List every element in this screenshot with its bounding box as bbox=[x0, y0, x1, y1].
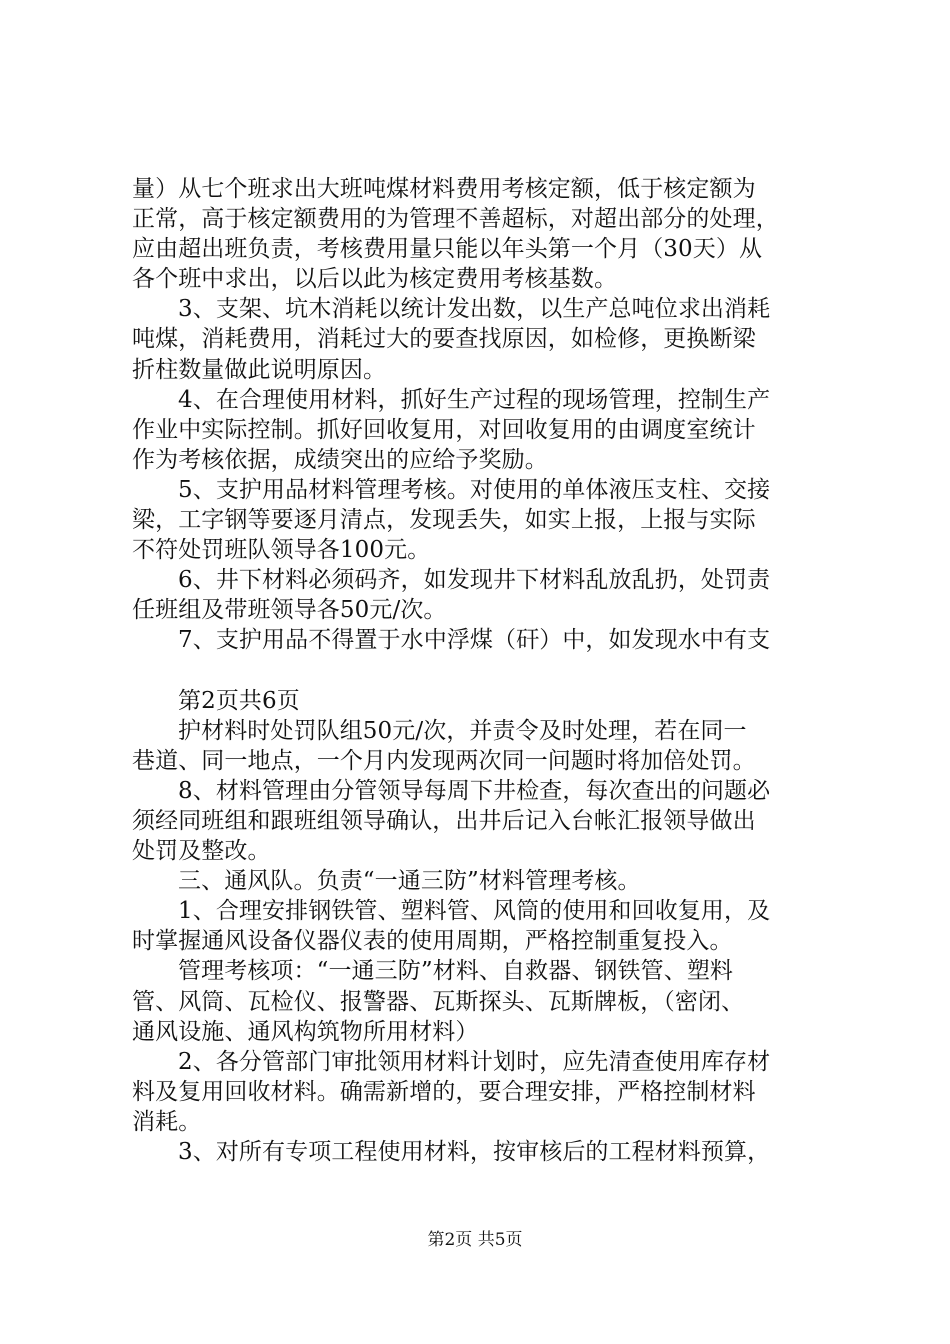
text-line: 3、支架、坑木消耗以统计发出数，以生产总吨位求出消耗 bbox=[178, 296, 771, 323]
text-line: 5、支护用品材料管理考核。对使用的单体液压支柱、交接 bbox=[178, 476, 771, 503]
text-line: 管、风筒、瓦检仪、报警器、瓦斯探头、瓦斯牌板，（密闭、 bbox=[132, 988, 745, 1015]
text-line: 4、在合理使用材料，抓好生产过程的现场管理，控制生产 bbox=[178, 386, 771, 413]
text-line: 消耗。 bbox=[132, 1108, 202, 1135]
text-line: 1、合理安排钢铁管、塑料管、风筒的使用和回收复用，及 bbox=[178, 898, 771, 925]
text-line: 任班组及带班领导各50元/次。 bbox=[132, 597, 447, 624]
text-line: 吨煤，消耗费用，消耗过大的要查找原因，如检修，更换断梁 bbox=[132, 326, 756, 353]
text-line: 量）从七个班求出大班吨煤材料费用考核定额，低于核定额为 bbox=[132, 176, 756, 202]
text-line: 作业中实际控制。抓好回收复用，对回收复用的由调度室统计 bbox=[132, 416, 756, 443]
text-line: 3、对所有专项工程使用材料，按审核后的工程材料预算， bbox=[178, 1139, 771, 1165]
text-line: 不符处罚班队领导各100元。 bbox=[132, 537, 431, 564]
text-line: 管理考核项：“一通三防”材料、自救器、钢铁管、塑料 bbox=[178, 958, 734, 985]
text-line: 7、支护用品不得置于水中浮煤（矸）中，如发现水中有支 bbox=[178, 627, 771, 654]
text-line: 护材料时处罚队组50元/次，并责令及时处理，若在同一 bbox=[178, 717, 747, 744]
text-line: 作为考核依据，成绩突出的应给予奖励。 bbox=[132, 446, 548, 473]
text-line: 料及复用回收材料。确需新增的，要合理安排，严格控制材料 bbox=[132, 1078, 756, 1105]
text-line: 6、井下材料必须码齐，如发现井下材料乱放乱扔，处罚责 bbox=[178, 567, 771, 594]
text-line: 三、通风队。负责“一通三防”材料管理考核。 bbox=[178, 868, 641, 895]
text-line: 2、各分管部门审批领用材料计划时，应先清查使用库存材 bbox=[178, 1048, 771, 1075]
text-line: 梁，工字钢等要逐月清点，发现丢失，如实上报，上报与实际 bbox=[132, 507, 756, 534]
blank-line bbox=[132, 656, 832, 686]
text-line: 巷道、同一地点，一个月内发现两次同一问题时将加倍处罚。 bbox=[132, 747, 756, 774]
text-line: 时掌握通风设备仪器仪表的使用周期，严格控制重复投入。 bbox=[132, 928, 733, 955]
text-line: 正常，高于核定额费用的为管理不善超标，对超出部分的处理， bbox=[132, 206, 779, 233]
text-line: 处罚及整改。 bbox=[132, 838, 271, 865]
text-line: 第2页共6页 bbox=[178, 687, 300, 714]
text-line: 8、材料管理由分管领导每周下井检查，每次查出的问题必 bbox=[178, 777, 771, 804]
document-body bbox=[132, 174, 832, 1167]
text-line: 各个班中求出，以后以此为核定费用考核基数。 bbox=[132, 266, 618, 293]
text-line: 折柱数量做此说明原因。 bbox=[132, 356, 387, 383]
text-line: 应由超出班负责，考核费用量只能以年头第一个月（30天）从 bbox=[132, 236, 763, 263]
page-footer: 第2页 共5页 bbox=[427, 1230, 523, 1250]
text-line: 通风设施、通风构筑物所用材料） bbox=[132, 1018, 479, 1045]
text-line: 须经同班组和跟班组领导确认，出井后记入台帐汇报领导做出 bbox=[132, 807, 756, 834]
